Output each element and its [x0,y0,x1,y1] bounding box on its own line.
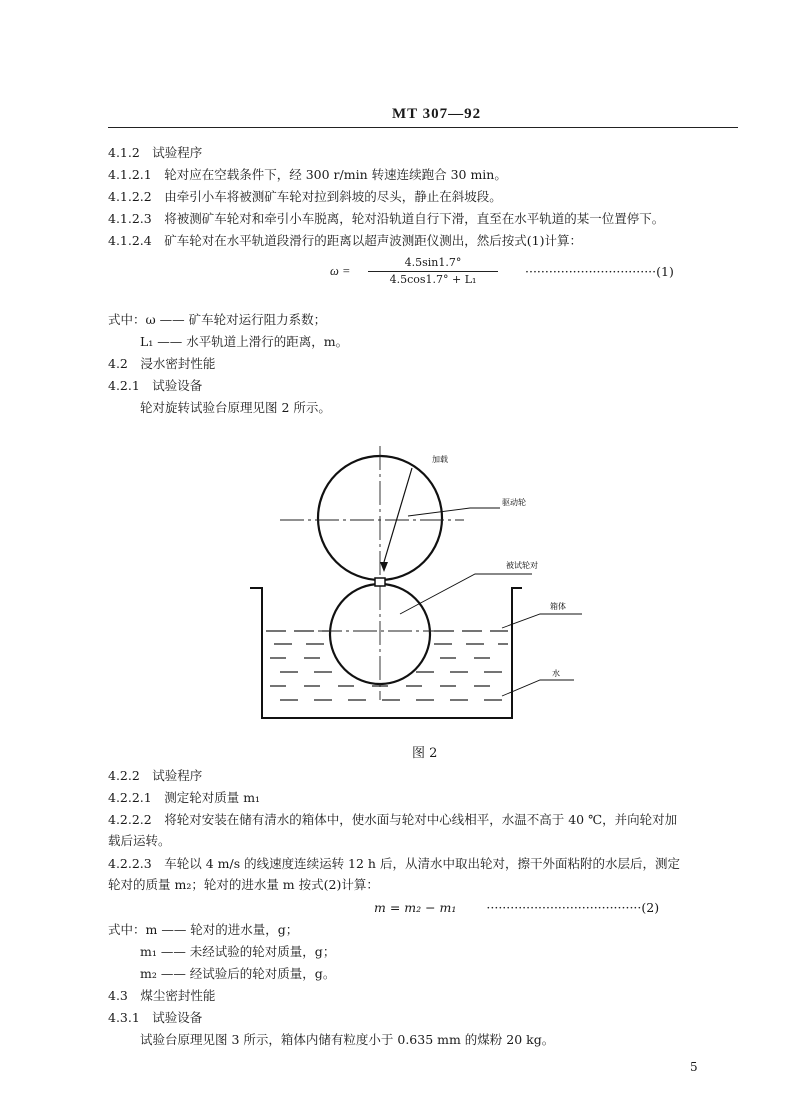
clause-4-1-2-4: 4.1.2.4 矿车轮对在水平轨道段滑行的距离以超声波测距仪测出，然后按式(1)计算： [108,233,582,248]
clause-4-1-2-3: 4.1.2.3 将被测矿车轮对和牵引小车脱离，轮对沿轨道自行下滑，直至在水平轨道的某一位置停下。 [108,211,665,226]
label-tank: 箱体 [550,602,566,611]
label-water: 水 [552,669,560,678]
clause-4-2-2-1: 4.2.2.1 测定轮对质量 m₁ [108,790,261,805]
section-4-2-2-title: 4.2.2 试验程序 [108,768,203,783]
contact-point [375,578,385,586]
clause-4-2-2-2-cont: 载后运转。 [108,833,171,848]
equation-2-reference: ·······································(2) [486,900,660,915]
clause-4-2-2-2: 4.2.2.2 将轮对安装在储有清水的箱体中，使水面与轮对中心线相平，水温不高于 40 ℃，并向轮对加 [108,812,678,827]
where-m2: m₂ —— 经试验后的轮对质量，g。 [140,966,336,981]
figure-2-caption: 图 2 [412,746,438,761]
clause-4-2-2-3-cont: 轮对的质量 m₂；轮对的进水量 m 按式(2)计算： [108,877,379,892]
equation-1-lhs: ω = [330,264,351,278]
document-header: MT 307—92 [392,106,482,122]
equation-2-expression: m = m₂ − m₁ [374,900,457,915]
equation-1-denominator: 4.5cos1.7° + L₁ [389,273,477,286]
equation-1 [330,256,730,288]
section-4-1-2-title: 4.1.2 试验程序 [108,145,203,160]
equation-1-numerator: 4.5sin1.7° [404,256,462,269]
figure-3-intro: 试验台原理见图 3 所示，箱体内储有粒度小于 0.635 mm 的煤粉 20 kg。 [140,1032,555,1047]
fraction-bar [368,271,498,272]
label-drive-wheel: 驱动轮 [502,498,526,507]
clause-4-1-2-1: 4.1.2.1 轮对应在空载条件下，经 300 r/min 转速连续跑合 30 min。 [108,167,507,182]
figure-2-diagram [240,438,600,738]
section-4-3-1-title: 4.3.1 试验设备 [108,1010,203,1025]
where-m: 式中：m —— 轮对的进水量，g； [108,922,299,937]
where-l1: L₁ —— 水平轨道上滑行的距离，m。 [140,334,349,349]
figure-2-intro: 轮对旋转试验台原理见图 2 所示。 [140,400,331,415]
equation-2 [374,900,659,915]
section-4-2-1-title: 4.2.1 试验设备 [108,378,203,393]
where-omega: 式中：ω —— 矿车轮对运行阻力系数； [108,312,327,327]
clause-4-1-2-2: 4.1.2.2 由牵引小车将被测矿车轮对拉到斜坡的尽头，静止在斜坡段。 [108,189,502,204]
equation-1-fraction [368,256,498,287]
header-rule [108,127,738,128]
where-m1: m₁ —— 未经试验的轮对质量，g； [140,944,336,959]
section-4-2-title: 4.2 浸水密封性能 [108,356,216,371]
label-load: 加载 [432,455,448,464]
section-4-3-title: 4.3 煤尘密封性能 [108,988,216,1003]
page-number: 5 [690,1060,698,1074]
equation-1-reference: ·································(1) [525,264,674,279]
label-tested-wheel: 被试轮对 [506,561,538,570]
clause-4-2-2-3: 4.2.2.3 车轮以 4 m/s 的线速度连续运转 12 h 后，从清水中取出轮对，擦干外面粘附的水层后，测定 [108,856,680,871]
